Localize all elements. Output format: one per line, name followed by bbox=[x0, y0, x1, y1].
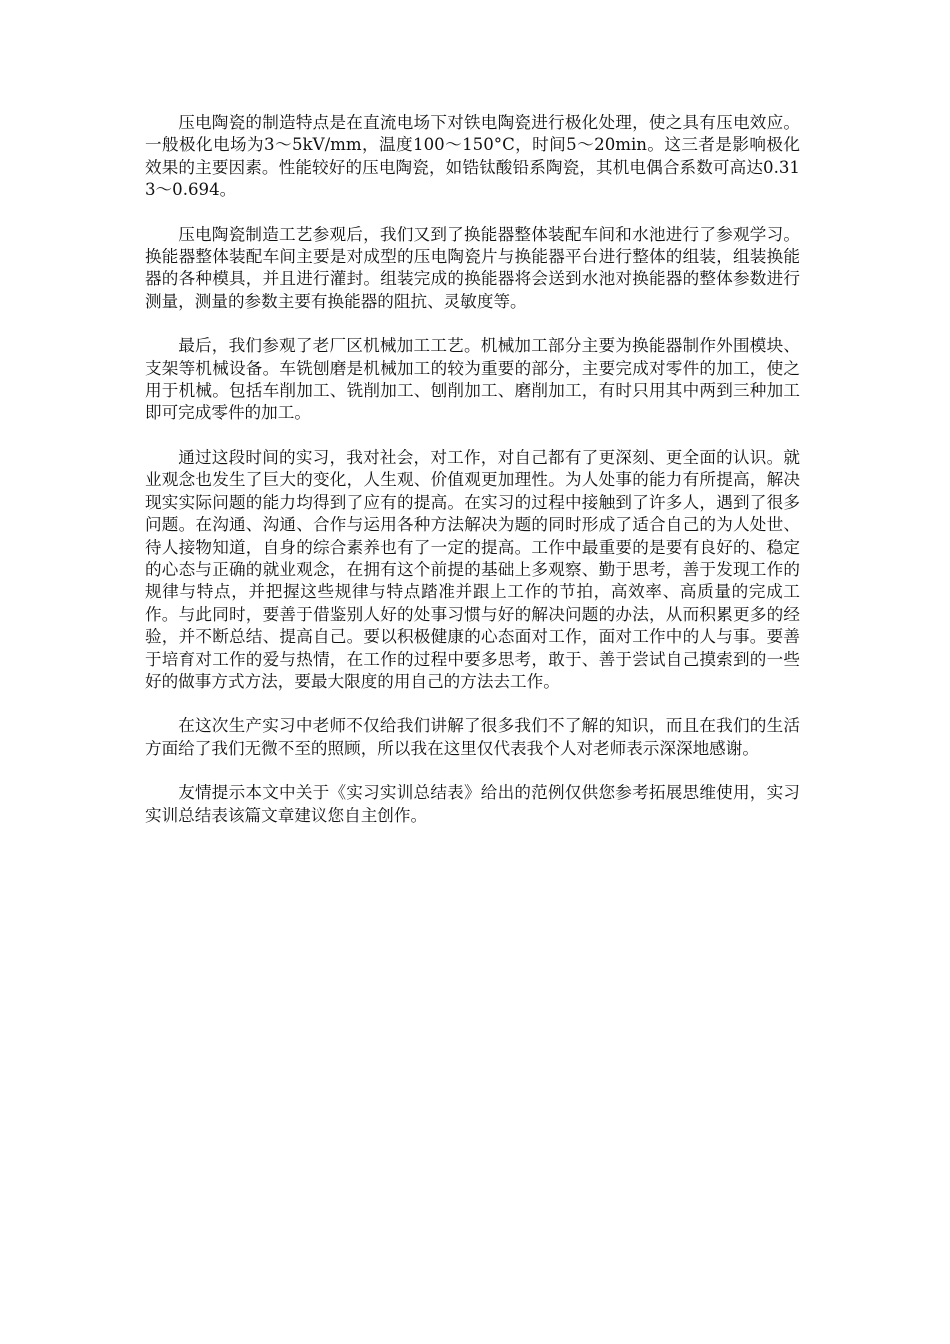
paragraph-machining: 最后，我们参观了老厂区机械加工工艺。机械加工部分主要为换能器制作外围模块、支架等机械设备。车铣刨磨是机械加工的较为重要的部分，主要完成对零件的加工，使之用于机械。包括车削加工、铣削加工、刨削加工、磨削加工，有时只用其中两到三种加工即可完成零件的加工。 bbox=[145, 336, 800, 423]
document-body bbox=[145, 112, 800, 849]
paragraph-thanks: 在这次生产实习中老师不仅给我们讲解了很多我们不了解的知识，而且在我们的生活方面给了我们无微不至的照顾，所以我在这里仅代表我个人对老师表示深深地感谢。 bbox=[145, 716, 800, 758]
paragraph-reflection: 通过这段时间的实习，我对社会，对工作，对自己都有了更深刻、更全面的认识。就业观念也发生了巨大的变化，人生观、价值观更加理性。为人处事的能力有所提高，解决现实实际问题的能力均得到了应有的提高。在实习的过程中接触到了许多人，遇到了很多问题。在沟通、沟通、合作与运用各种方法解决为题的同时形成了适合自己的为人处世、待人接物知道，自身的综合素养也有了一定的提高。工作中最重要的是要有良好的、稳定的心态与正确的就业观念，在拥有这个前提的基础上多观察、勤于思考，善于发现工作的规律与特点，并把握这些规律与特点踏准并跟上工作的节拍，高效率、高质量的完成工作。与此同时，要善于借鉴别人好的处事习惯与好的解决问题的办法，从而积累更多的经验，并不断总结、提高自己。要以积极健康的心态面对工作，面对工作中的人与事。要善于培育对工作的爱与热情，在工作的过程中要多思考，敢于、善于尝试自己摸索到的一些好的做事方式方法，要最大限度的用自己的方法去工作。 bbox=[145, 447, 800, 691]
paragraph-transducer-assembly: 压电陶瓷制造工艺参观后，我们又到了换能器整体装配车间和水池进行了参观学习。换能器整体装配车间主要是对成型的压电陶瓷片与换能器平台进行整体的组装，组装换能器的各种模具，并且进行灌封。组装完成的换能器将会送到水池对换能器的整体参数进行测量，测量的参数主要有换能器的阻抗、灵敏度等。 bbox=[145, 224, 800, 311]
paragraph-piezo-ceramics: 压电陶瓷的制造特点是在直流电场下对铁电陶瓷进行极化处理，使之具有压电效应。一般极化电场为3～5kV/mm，温度100～150°C，时间5～20min。这三者是影响极化效果的主要因素。性能较好的压电陶瓷，如锆钛酸铅系陶瓷，其机电偶合系数可高达0.313～0.694。 bbox=[145, 113, 800, 200]
paragraph-notice: 友情提示本文中关于《实习实训总结表》给出的范例仅供您参考拓展思维使用，实习实训总结表该篇文章建议您自主创作。 bbox=[145, 783, 800, 825]
